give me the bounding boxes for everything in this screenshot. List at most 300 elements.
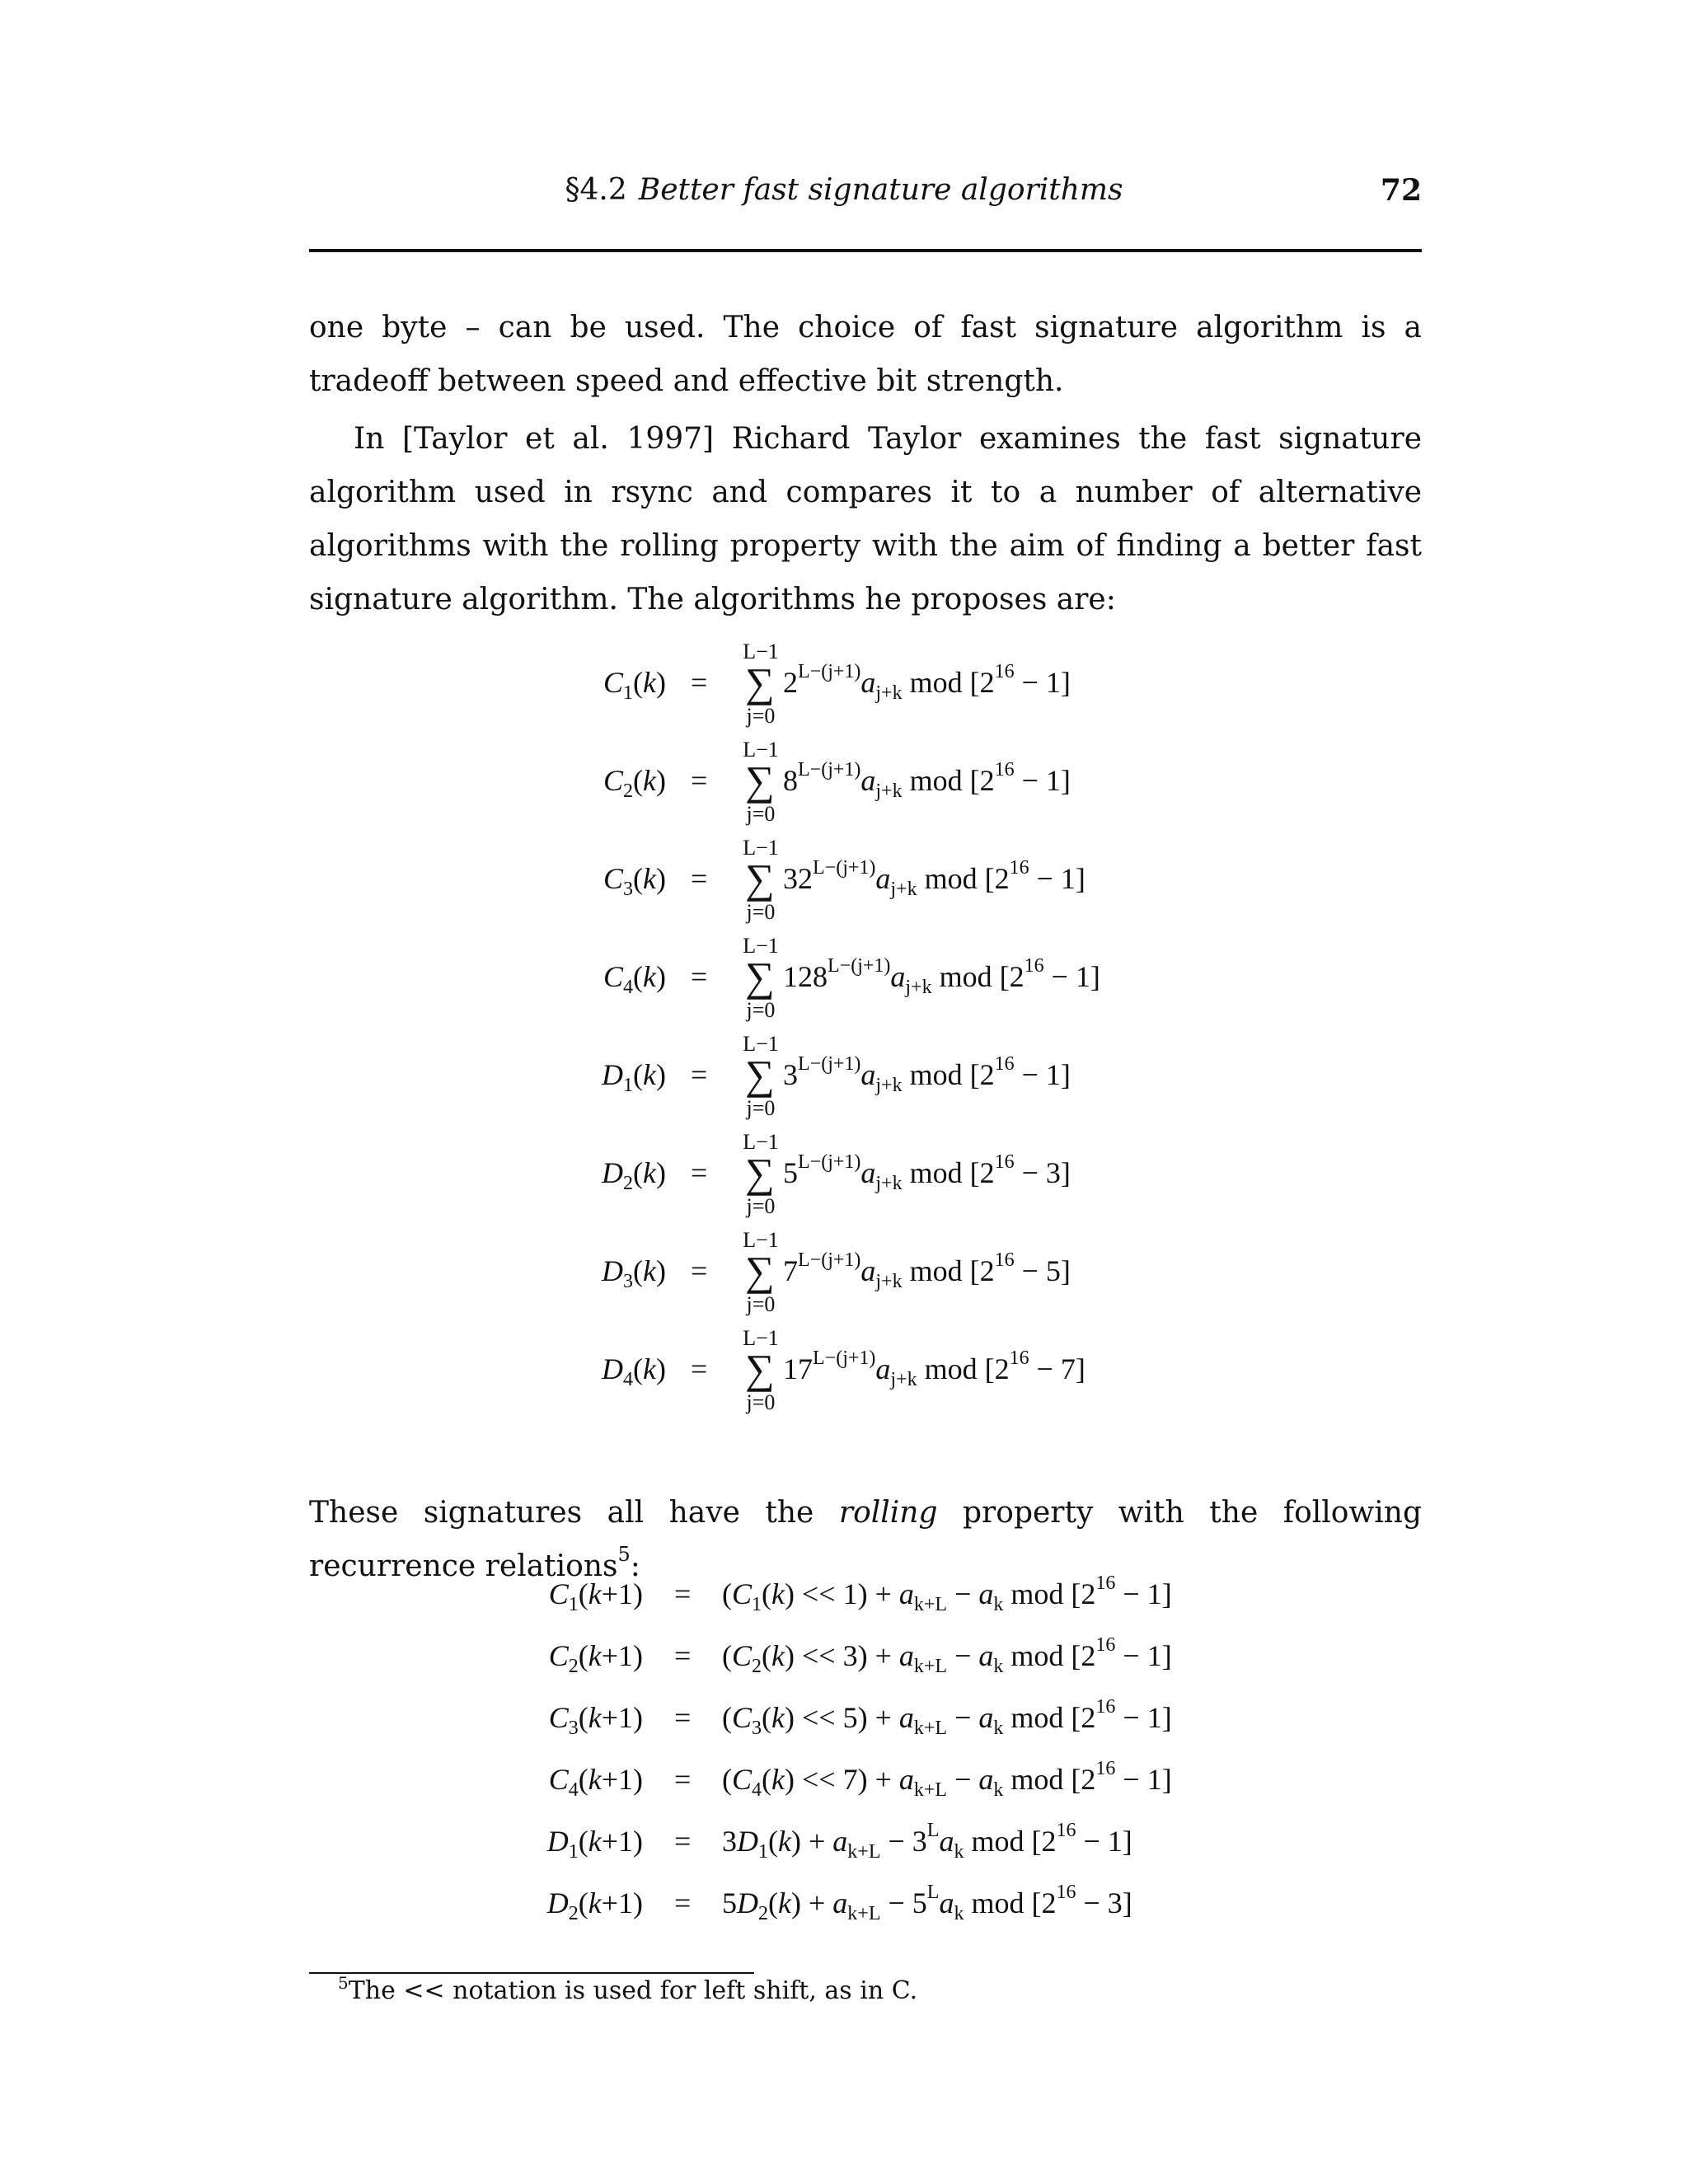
term-index: j+k <box>875 780 903 802</box>
recurrence-rhs <box>722 1882 1132 1924</box>
modulus-base: 2 <box>1081 1701 1096 1734</box>
exponent: L−(j+1) <box>828 955 891 977</box>
function-name: D <box>602 1352 624 1385</box>
recurrence-lhs <box>548 1762 643 1801</box>
modulus-base: 2 <box>979 1254 995 1287</box>
function-subscript: 1 <box>623 682 634 704</box>
sigma-symbol: ∑ <box>745 659 775 705</box>
definition-lhs <box>603 959 666 998</box>
equals-sign: = <box>674 1639 692 1672</box>
summation <box>740 641 781 732</box>
summation <box>740 935 781 1026</box>
arg-plus: +1) <box>601 1825 643 1858</box>
function-name: C <box>732 1763 753 1796</box>
sum-upper-limit: L−1 <box>743 934 779 958</box>
function-name: D <box>546 1825 569 1858</box>
term-a: a <box>939 1886 954 1919</box>
definition-rhs <box>783 1347 1085 1390</box>
rolling-end: : <box>630 1549 640 1583</box>
mod-word: mod [ <box>1003 1701 1081 1734</box>
equals-sign: = <box>691 666 708 699</box>
function-subscript: 3 <box>568 1718 579 1739</box>
arg-k: k <box>588 1639 602 1672</box>
term-a: a <box>890 960 906 993</box>
term-a: a <box>978 1763 994 1796</box>
sum-upper-limit: L−1 <box>743 1130 779 1154</box>
term-index: j+k <box>905 977 932 998</box>
term-index: k+L <box>913 1594 948 1615</box>
definition-row <box>0 837 1688 928</box>
term-index: k+L <box>847 1841 881 1863</box>
base: 2 <box>783 666 798 699</box>
base: 7 <box>783 1254 798 1287</box>
modulus-tail: − 7] <box>1029 1352 1085 1385</box>
function-name: C <box>732 1639 753 1672</box>
summation <box>740 739 781 830</box>
mod-word: mod [ <box>1003 1639 1081 1672</box>
arg-k: k <box>643 1254 656 1287</box>
term-a: a <box>860 1254 876 1287</box>
shift-expr: ( <box>762 1701 772 1734</box>
term-a: a <box>832 1825 848 1858</box>
arg-close: ) <box>656 960 666 993</box>
minus-op: − <box>947 1639 979 1672</box>
sum-lower-limit: j=0 <box>746 900 776 924</box>
power-exponent: L <box>926 1882 940 1903</box>
arg-open: ( <box>633 764 644 797</box>
modulus-base: 2 <box>979 764 995 797</box>
recurrence-row <box>0 1882 1688 1935</box>
modulus-tail: − 1] <box>1014 666 1071 699</box>
plus-op: ) + <box>790 1886 833 1919</box>
arg-open: ( <box>633 960 644 993</box>
function-subscript: 3 <box>623 879 634 900</box>
equals-sign: = <box>691 1058 708 1091</box>
term-a: a <box>860 1058 876 1091</box>
mod-word: mod [ <box>902 666 980 699</box>
term-index: j+k <box>875 682 903 704</box>
definition-lhs <box>602 1254 666 1292</box>
mod-word: mod [ <box>917 1352 995 1385</box>
definition-lhs <box>602 1155 666 1194</box>
arg-k: k <box>778 1825 791 1858</box>
arg-k: k <box>771 1701 785 1734</box>
mod-word: mod [ <box>902 1156 980 1189</box>
mod-word: mod [ <box>1003 1763 1081 1796</box>
modulus-base: 2 <box>979 1058 995 1091</box>
recurrence-rhs <box>722 1758 1172 1801</box>
arg-open: ( <box>633 862 644 895</box>
paren-open: ( <box>722 1701 732 1734</box>
function-name: C <box>732 1701 753 1734</box>
sigma-symbol: ∑ <box>745 954 775 1000</box>
rolling-post: property with the following recurrence relations <box>309 1496 1423 1583</box>
recurrence-rhs <box>722 1572 1172 1615</box>
term-index: k <box>954 1903 964 1924</box>
exponent: L−(j+1) <box>798 1053 861 1075</box>
arg-close: ) <box>656 1254 666 1287</box>
function-subscript: 3 <box>752 1718 762 1739</box>
mod-word: mod [ <box>902 1254 980 1287</box>
modulus-base: 2 <box>1041 1825 1057 1858</box>
sum-lower-limit: j=0 <box>746 1292 776 1316</box>
base: 128 <box>783 960 828 993</box>
arg-open: ( <box>633 1352 644 1385</box>
function-name: C <box>732 1577 753 1610</box>
modulus-tail: − 3] <box>1014 1156 1071 1189</box>
sum-upper-limit: L−1 <box>743 1228 779 1252</box>
base: 8 <box>783 764 798 797</box>
function-subscript: 1 <box>568 1594 579 1615</box>
sigma-symbol: ∑ <box>745 855 775 902</box>
modulus-exponent: 16 <box>994 1053 1015 1075</box>
arg-close: ) <box>656 862 666 895</box>
term-index: j+k <box>875 1075 903 1096</box>
equals-sign: = <box>674 1763 692 1796</box>
modulus-base: 2 <box>994 1352 1010 1385</box>
arg-k: k <box>588 1763 602 1796</box>
multiplier: 3 <box>722 1825 737 1858</box>
function-subscript: 4 <box>623 977 634 998</box>
paren-open: ( <box>722 1577 732 1610</box>
summation <box>740 1328 781 1418</box>
sigma-symbol: ∑ <box>745 757 775 804</box>
recurrence-rhs <box>722 1820 1132 1863</box>
arg-open: ( <box>578 1763 588 1796</box>
summation <box>740 1132 781 1222</box>
function-subscript: 1 <box>758 1841 768 1863</box>
exponent: L−(j+1) <box>798 759 861 780</box>
modulus-base: 2 <box>1081 1639 1096 1672</box>
term-index: j+k <box>890 879 917 900</box>
header-rule <box>309 249 1422 252</box>
definition-rhs <box>783 857 1085 900</box>
arg-k: k <box>643 1058 656 1091</box>
multiplier: 5 <box>722 1886 737 1919</box>
summation <box>740 1033 781 1124</box>
term-index: k <box>993 1656 1004 1677</box>
function-name: D <box>602 1156 624 1189</box>
mod-word: mod [ <box>902 764 980 797</box>
term-index: k <box>993 1779 1004 1801</box>
function-name: D <box>546 1886 569 1919</box>
recurrence-row <box>0 1696 1688 1750</box>
function-subscript: 3 <box>623 1271 634 1292</box>
modulus-tail: − 1] <box>1076 1825 1132 1858</box>
definition-row <box>0 1328 1688 1418</box>
function-name: D <box>737 1825 758 1858</box>
modulus-tail: − 1] <box>1014 1058 1071 1091</box>
term-index: k+L <box>913 1779 948 1801</box>
function-subscript: 2 <box>568 1903 579 1924</box>
base: 3 <box>783 1058 798 1091</box>
arg-k: k <box>771 1577 785 1610</box>
term-a: a <box>875 862 891 895</box>
term-a: a <box>898 1577 914 1610</box>
equals-sign: = <box>691 960 708 993</box>
definition-rhs <box>783 955 1100 998</box>
function-name: C <box>548 1701 569 1734</box>
arg-k: k <box>588 1701 602 1734</box>
arg-close: ) <box>656 1352 666 1385</box>
sigma-symbol: ∑ <box>745 1052 775 1098</box>
section-number: §4.2 <box>565 173 627 207</box>
recurrence-lhs <box>546 1824 643 1863</box>
header-title <box>0 171 1688 210</box>
modulus-base: 2 <box>979 666 995 699</box>
sum-lower-limit: j=0 <box>746 1194 776 1218</box>
function-subscript: 2 <box>752 1656 762 1677</box>
arg-plus: +1) <box>601 1886 643 1919</box>
definition-rhs <box>783 1151 1071 1194</box>
arg-k: k <box>771 1639 785 1672</box>
term-a: a <box>860 666 876 699</box>
term-a: a <box>875 1352 891 1385</box>
sum-upper-limit: L−1 <box>743 640 779 663</box>
function-name: C <box>603 764 624 797</box>
arg-open: ( <box>633 1058 644 1091</box>
paren-open: ( <box>722 1639 732 1672</box>
arg-k: k <box>643 666 656 699</box>
definition-rhs <box>783 1249 1071 1292</box>
arg-k: k <box>588 1886 602 1919</box>
shift-op: ) << 1) + <box>785 1577 899 1610</box>
definition-lhs <box>602 1057 666 1096</box>
recurrence-row <box>0 1820 1688 1873</box>
equals-sign: = <box>674 1577 692 1610</box>
equals-sign: = <box>691 764 708 797</box>
base: 5 <box>783 1156 798 1189</box>
term-index: k+L <box>847 1903 881 1924</box>
modulus-base: 2 <box>1081 1763 1096 1796</box>
rolling-pre: These signatures all have the <box>309 1496 839 1530</box>
term-index: j+k <box>875 1271 903 1292</box>
definition-lhs <box>603 861 666 900</box>
modulus-tail: − 1] <box>1029 862 1085 895</box>
modulus-exponent: 16 <box>1095 1634 1116 1656</box>
function-name: C <box>548 1639 569 1672</box>
definition-row <box>0 1230 1688 1320</box>
function-subscript: 4 <box>623 1369 634 1390</box>
modulus-exponent: 16 <box>1009 857 1029 879</box>
footnote-marker[interactable]: 5 <box>617 1543 631 1566</box>
equals-sign: = <box>691 1254 708 1287</box>
term-index: k <box>993 1594 1004 1615</box>
footnote-number: 5 <box>338 1973 349 1993</box>
term-a: a <box>898 1763 914 1796</box>
term-a: a <box>978 1639 994 1672</box>
definition-lhs <box>602 1352 666 1390</box>
footnote-text: The << notation is used for left shift, as in C. <box>348 1976 918 2005</box>
term-a: a <box>978 1577 994 1610</box>
arg-plus: +1) <box>601 1701 643 1734</box>
modulus-base: 2 <box>994 862 1010 895</box>
sum-upper-limit: L−1 <box>743 738 779 762</box>
arg-k: k <box>643 1352 656 1385</box>
shift-expr: ( <box>762 1639 772 1672</box>
recurrence-lhs <box>548 1577 643 1615</box>
recurrence-rhs <box>722 1634 1172 1677</box>
arg-k: k <box>643 862 656 895</box>
term-index: k <box>993 1718 1004 1739</box>
sum-lower-limit: j=0 <box>746 1096 776 1120</box>
modulus-exponent: 16 <box>1024 955 1044 977</box>
rolling-emphasis: rolling <box>838 1496 938 1530</box>
arg-plus: +1) <box>601 1577 643 1610</box>
shift-expr: ( <box>762 1763 772 1796</box>
arg-open: ( <box>578 1701 588 1734</box>
function-name: C <box>548 1577 569 1610</box>
minus-op: − <box>947 1577 979 1610</box>
modulus-exponent: 16 <box>1095 1696 1116 1718</box>
modulus-base: 2 <box>1081 1577 1096 1610</box>
mod-word: mod [ <box>902 1058 980 1091</box>
shift-op: ) << 7) + <box>785 1763 899 1796</box>
modulus-base: 2 <box>1009 960 1025 993</box>
modulus-base: 2 <box>979 1156 995 1189</box>
exponent: L−(j+1) <box>813 1347 876 1369</box>
modulus-exponent: 16 <box>1056 1882 1076 1903</box>
sum-lower-limit: j=0 <box>746 1390 776 1414</box>
arg-open: ( <box>578 1577 588 1610</box>
arg-open: ( <box>633 1156 644 1189</box>
recurrence-row <box>0 1572 1688 1626</box>
sum-upper-limit: L−1 <box>743 836 779 860</box>
term-index: j+k <box>875 1173 903 1194</box>
mod-word: mod [ <box>964 1886 1042 1919</box>
arg-close: ) <box>656 1058 666 1091</box>
minus-op: − <box>880 1886 912 1919</box>
term-a: a <box>939 1825 954 1858</box>
sigma-symbol: ∑ <box>745 1346 775 1392</box>
equals-sign: = <box>691 1156 708 1189</box>
function-subscript: 1 <box>623 1075 634 1096</box>
term-a: a <box>860 764 876 797</box>
function-name: D <box>602 1254 624 1287</box>
modulus-tail: − 1] <box>1014 764 1071 797</box>
arg-open: ( <box>768 1825 778 1858</box>
arg-open: ( <box>768 1886 778 1919</box>
arg-open: ( <box>633 666 644 699</box>
plus-op: ) + <box>790 1825 833 1858</box>
modulus-tail: − 1] <box>1115 1763 1172 1796</box>
summation <box>740 1230 781 1320</box>
arg-open: ( <box>578 1825 588 1858</box>
function-name: D <box>737 1886 758 1919</box>
modulus-exponent: 16 <box>994 661 1015 682</box>
function-name: D <box>602 1058 624 1091</box>
term-index: k+L <box>913 1656 948 1677</box>
shift-expr: ( <box>762 1577 772 1610</box>
section-title: Better fast signature algorithms <box>638 173 1123 207</box>
definition-row <box>0 935 1688 1026</box>
definition-row <box>0 1033 1688 1124</box>
base: 17 <box>783 1352 813 1385</box>
modulus-exponent: 16 <box>994 1249 1015 1271</box>
arg-k: k <box>643 764 656 797</box>
modulus-tail: − 1] <box>1115 1701 1172 1734</box>
exponent: L−(j+1) <box>813 857 876 879</box>
exponent: L−(j+1) <box>798 1249 861 1271</box>
modulus-exponent: 16 <box>994 1151 1015 1173</box>
function-subscript: 1 <box>752 1594 762 1615</box>
definition-rhs <box>783 759 1071 802</box>
arg-close: ) <box>656 764 666 797</box>
term-a: a <box>832 1886 848 1919</box>
function-subscript: 2 <box>568 1656 579 1677</box>
modulus-tail: − 5] <box>1014 1254 1071 1287</box>
arg-close: ) <box>656 666 666 699</box>
function-name: C <box>603 862 624 895</box>
function-subscript: 4 <box>568 1779 579 1801</box>
equals-sign: = <box>691 862 708 895</box>
sum-upper-limit: L−1 <box>743 1032 779 1056</box>
modulus-exponent: 16 <box>1056 1820 1076 1841</box>
definition-row <box>0 641 1688 732</box>
base: 32 <box>783 862 813 895</box>
modulus-exponent: 16 <box>1009 1347 1029 1369</box>
modulus-exponent: 16 <box>994 759 1015 780</box>
arg-open: ( <box>578 1639 588 1672</box>
recurrence-row <box>0 1758 1688 1811</box>
definition-lhs <box>603 665 666 704</box>
modulus-tail: − 3] <box>1076 1886 1132 1919</box>
definition-rhs <box>783 661 1071 704</box>
function-subscript: 2 <box>623 1173 634 1194</box>
definition-rhs <box>783 1053 1071 1096</box>
term-a: a <box>898 1701 914 1734</box>
minus-op: − <box>947 1701 979 1734</box>
function-subscript: 1 <box>568 1841 579 1863</box>
arg-plus: +1) <box>601 1639 643 1672</box>
paragraph-taylor: In [Taylor et al. 1997] Richard Taylor examines the fast signature algorithm used in rsync and compares it to a number of alternative algorithms with the rolling property with the aim of finding a better fast signature algorithm. The algorithms he proposes are: <box>309 422 1422 616</box>
minus-op: − <box>880 1825 912 1858</box>
function-name: C <box>603 666 624 699</box>
definition-lhs <box>603 763 666 802</box>
term-index: k+L <box>913 1718 948 1739</box>
recurrence-lhs <box>546 1886 643 1924</box>
modulus-exponent: 16 <box>1095 1758 1116 1779</box>
arg-k: k <box>643 960 656 993</box>
sigma-symbol: ∑ <box>745 1248 775 1294</box>
footnote <box>338 1973 917 2009</box>
function-subscript: 4 <box>752 1779 762 1801</box>
recurrence-lhs <box>548 1700 643 1739</box>
modulus-tail: − 1] <box>1115 1577 1172 1610</box>
modulus-base: 2 <box>1041 1886 1057 1919</box>
exponent: L−(j+1) <box>798 1151 861 1173</box>
arg-k: k <box>588 1825 602 1858</box>
modulus-tail: − 1] <box>1115 1639 1172 1672</box>
term-a: a <box>860 1156 876 1189</box>
mod-word: mod [ <box>964 1825 1042 1858</box>
equals-sign: = <box>674 1825 692 1858</box>
paragraph-intro: one byte – can be used. The choice of fast signature algorithm is a tradeoff between speed and effective bit strength. <box>309 311 1422 398</box>
term-index: j+k <box>890 1369 917 1390</box>
arg-open: ( <box>633 1254 644 1287</box>
sigma-symbol: ∑ <box>745 1150 775 1196</box>
function-name: C <box>603 960 624 993</box>
term-index: k <box>954 1841 964 1863</box>
page-number: 72 <box>1380 173 1422 208</box>
arg-k: k <box>771 1763 785 1796</box>
sum-lower-limit: j=0 <box>746 802 776 826</box>
sum-lower-limit: j=0 <box>746 998 776 1022</box>
summation <box>740 837 781 928</box>
equals-sign: = <box>691 1352 708 1385</box>
equals-sign: = <box>674 1701 692 1734</box>
mod-word: mod [ <box>931 960 1010 993</box>
